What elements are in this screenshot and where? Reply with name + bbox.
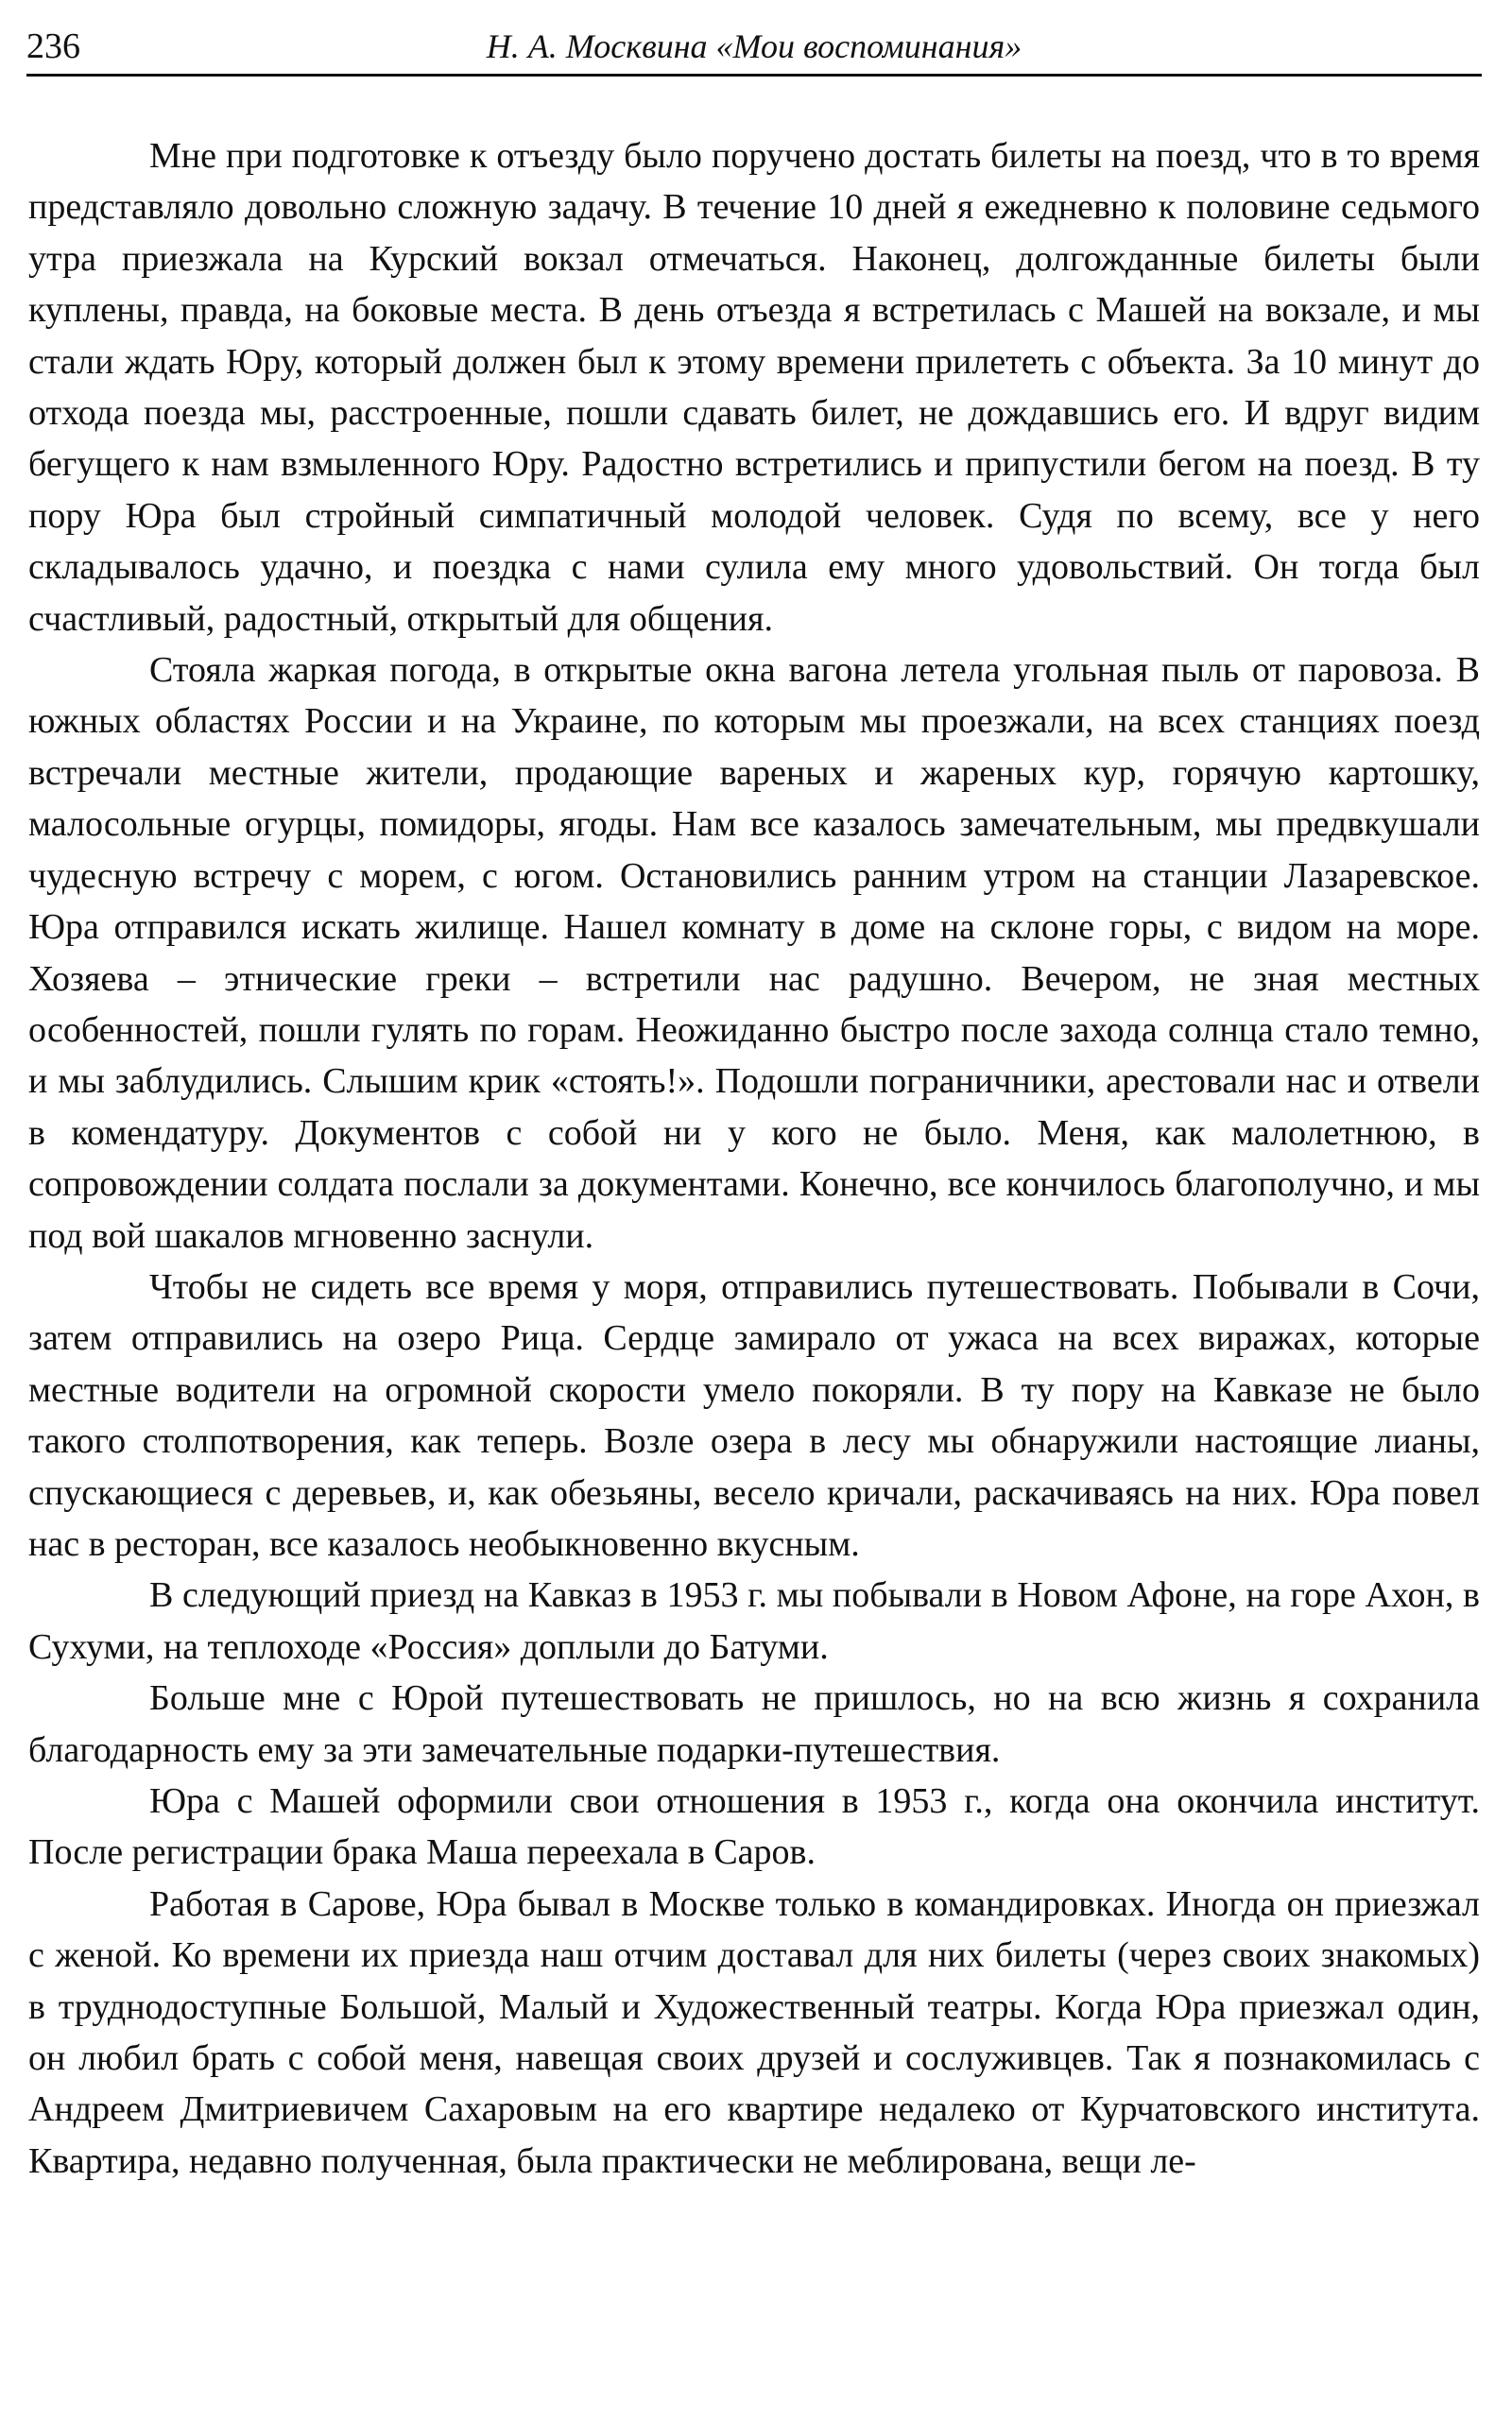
paragraph: Мне при подготовке к отъезду было поручено достать билеты на поезд, что в то время представляло довольно сложную задачу. В течение 10 дней я ежедневно к половине седьмого утра приезжала на Курский вокзал отмечаться. Наконец, долгожданные билеты были куплены, правда, на боковые места. В день отъезда я встретилась с Машей на вокзале, и мы стали ждать Юру, который должен был к этому времени прилететь с объекта. За 10 минут до отхода поезда мы, расстроенные, пошли сдавать билет, не дождавшись его. И вдруг видим бегущего к нам взмыленного Юру. Радостно встретились и припустили бегом на поезд. В ту пору Юра был стройный симпатичный молодой человек. Судя по всему, все у него складывалось удачно, и поездка с нами сулила ему много удовольствий. Он тогда был счастливый, радостный, открытый для общения.: [28, 136, 1480, 639]
paragraph: Стояла жаркая погода, в открытые окна вагона летела угольная пыль от паровоза. В южных областях России и на Украине, по которым мы проезжали, на всех станциях поезд встречали местные жители, продающие вареных и жареных кур, горячую картошку, малосольные огурцы, помидоры, ягоды. Нам все казалось замечательным, мы предвкушали чудесную встречу с морем, с югом. Остановились ранним утром на станции Лазаревское. Юра отправился искать жилище. Нашел комнату в доме на склоне горы, с видом на море. Хозяева – этнические греки – встретили нас радушно. Вечером, не зная местных особенностей, пошли гулять по горам. Неожиданно быстро после захода солнца стало темно, и мы заблудились. Слышим крик «стоять!». Подошли пограничники, арестовали нас и отвели в комендатуру. Документов с собой ни у кого не было. Меня, как малолетнюю, в сопровождении солдата послали за документами. Конечно, все кончилось благополучно, и мы под вой шакалов мгновенно заснули.: [28, 650, 1480, 1256]
paragraph: Юра с Машей оформили свои отношения в 1953 г., когда она окончила институт. После регистрации брака Маша переехала в Саров.: [28, 1781, 1480, 1873]
page-number: 236: [26, 26, 80, 66]
paragraph: Больше мне с Юрой путешествовать не пришлось, но на всю жизнь я сохранила благодарность ему за эти замечательные подарки-путешествия.: [28, 1678, 1480, 1770]
paragraph: В следующий приезд на Кавказ в 1953 г. мы побывали в Новом Афоне, на горе Ахон, в Сухуми, на теплоходе «Россия» доплыли до Батуми.: [28, 1575, 1480, 1667]
running-title: Н. А. Москвина «Мои воспоминания»: [486, 27, 1022, 65]
paragraph: Чтобы не сидеть все время у моря, отправились путешествовать. Побывали в Сочи, затем отправились на озеро Рица. Сердце замирало от ужаса на всех виражах, которые местные водители на огромной скорости умело покоряли. В ту пору на Кавказе не было такого столпотворения, как теперь. Возле озера в лесу мы обнаружили настоящие лианы, спускающиеся с деревьев, и, как обезьяны, весело кричали, раскачиваясь на них. Юра повел нас в ресторан, все казалось необыкновенно вкусным.: [28, 1266, 1480, 1564]
paragraph: Работая в Сарове, Юра бывал в Москве только в командировках. Иногда он приезжал с женой. Ко времени их приезда наш отчим доставал для них билеты (через своих знакомых) в труднодоступные Большой, Малый и Художественный театры. Когда Юра приезжал один, он любил брать с собой меня, навещая своих друзей и сослуживцев. Так я познакомилась с Андреем Дмитриевичем Сахаровым на его квартире недалеко от Курчатовского института. Квартира, недавно полученная, была практически не меблирована, вещи ле-: [28, 1883, 1480, 2181]
page-header: [26, 21, 1482, 77]
body-text: [28, 130, 1480, 2187]
